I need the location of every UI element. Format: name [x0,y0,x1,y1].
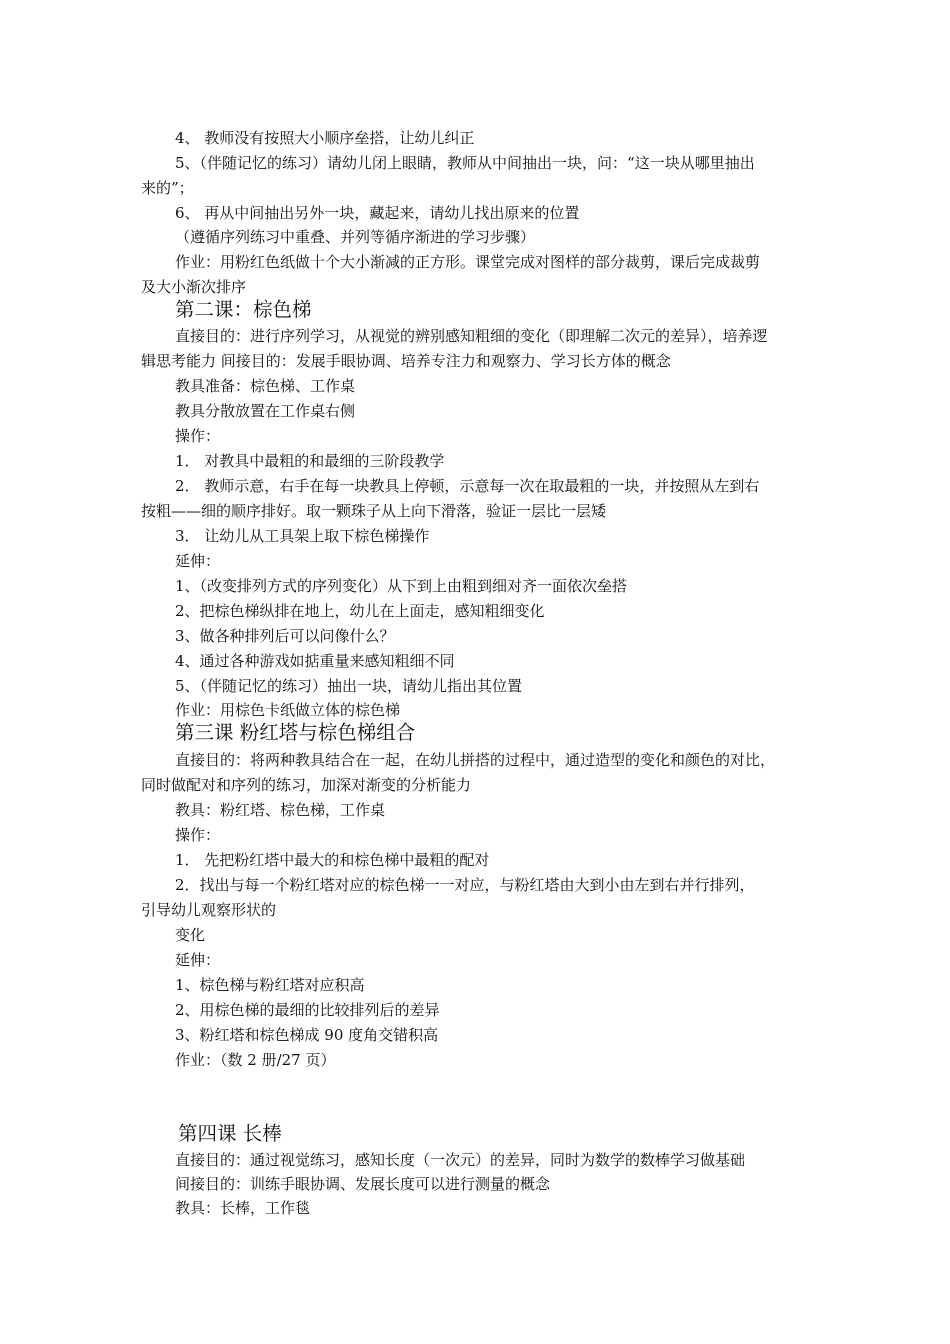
lesson4-goal-direct: 直接目的：通过视觉练习，感知长度（一次元）的差异，同时为数学的数棒学习做基础 [175,1151,746,1169]
lesson1-step-5-cont: 来的”； [141,179,194,197]
lesson3-operation-label: 操作： [175,826,221,844]
lesson3-op-2: 2．找出与每一个粉红塔对应的棕色梯一一对应，与粉红塔由大到小由左到右并行排列， [175,876,755,894]
lesson1-step-6: 6、 再从中间抽出另外一块，藏起来，请幼儿找出原来的位置 [175,204,580,222]
lesson2-title: 第二课：棕色梯 [175,298,312,321]
lesson3-homework: 作业：（数 2 册/27 页） [175,1051,336,1069]
lesson2-ext-2: 2、把棕色梯纵排在地上，幼儿在上面走，感知粗细变化 [175,602,545,620]
lesson2-ext-5: 5、（伴随记忆的练习）抽出一块，请幼儿指出其位置 [175,677,523,695]
lesson2-operation-label: 操作： [175,427,221,445]
lesson2-goal: 直接目的：进行序列学习，从视觉的辨别感知粗细的变化（即理解二次元的差异），培养逻 [175,327,768,345]
lesson1-homework: 作业：用粉红色纸做十个大小渐减的正方形。课堂完成对图样的部分裁剪，课后完成裁剪 [175,253,761,271]
lesson4-goal-indirect: 间接目的：训练手眼协调、发展长度可以进行测量的概念 [175,1175,551,1193]
lesson2-op-1: 1． 对教具中最粗的和最细的三阶段教学 [175,452,445,470]
lesson3-ext-1: 1、棕色梯与粉红塔对应积高 [175,976,365,994]
lesson3-goal-cont: 同时做配对和序列的练习，加深对渐变的分析能力 [141,776,472,794]
lesson2-op-2: 2． 教师示意，右手在每一块教具上停顿，示意每一次在取最粗的一块，并按照从左到右 [175,477,760,495]
lesson1-note: （遵循序列练习中重叠、并列等循序渐进的学习步骤） [175,228,536,246]
lesson3-ext-2: 2、用棕色梯的最细的比较排列后的差异 [175,1001,440,1019]
lesson1-step-4: 4、 教师没有按照大小顺序垒搭，让幼儿纠正 [175,129,475,147]
lesson4-title: 第四课 长棒 [178,1122,282,1145]
lesson2-materials: 教具准备：棕色梯、工作桌 [175,377,356,395]
lesson1-homework-cont: 及大小渐次排序 [141,278,247,296]
lesson3-extension-label: 延伸： [175,951,221,969]
lesson2-ext-1: 1、（改变排列方式的序列变化）从下到上由粗到细对齐一面依次垒搭 [175,577,628,595]
lesson3-op-1: 1． 先把粉红塔中最大的和棕色梯中最粗的配对 [175,851,490,869]
lesson4-materials: 教具：长棒，工作毯 [175,1199,311,1217]
lesson3-ext-3: 3、粉红塔和棕色梯成 90 度角交错积高 [175,1026,439,1044]
lesson3-title: 第三课 粉红塔与棕色梯组合 [175,721,416,744]
lesson3-op-2-cont2: 变化 [175,926,206,944]
lesson2-extension-label: 延伸： [175,552,221,570]
lesson3-materials: 教具：粉红塔、棕色梯，工作桌 [175,801,386,819]
lesson2-op-2-cont: 按粗——细的顺序排好。取一颗珠子从上向下滑落，验证一层比一层矮 [141,502,607,520]
lesson2-op-3: 3． 让幼儿从工具架上取下棕色梯操作 [175,527,430,545]
lesson2-goal-cont: 辑思考能力 间接目的：发展手眼协调、培养专注力和观察力、学习长方体的概念 [141,352,671,370]
lesson3-goal: 直接目的：将两种教具结合在一起，在幼儿拼搭的过程中，通过造型的变化和颜色的对比， [175,751,776,769]
lesson3-op-2-cont: 引导幼儿观察形状的 [141,901,277,919]
lesson2-homework: 作业：用棕色卡纸做立体的棕色梯 [175,701,401,719]
lesson2-ext-3: 3、做各种排列后可以问像什么？ [175,627,395,645]
lesson1-step-5: 5、（伴随记忆的练习）请幼儿闭上眼睛，教师从中间抽出一块，问：“这一块从哪里抽出 [175,154,755,172]
lesson2-ext-4: 4、通过各种游戏如掂重量来感知粗细不同 [175,652,455,670]
lesson2-placement: 教具分散放置在工作桌右侧 [175,402,356,420]
